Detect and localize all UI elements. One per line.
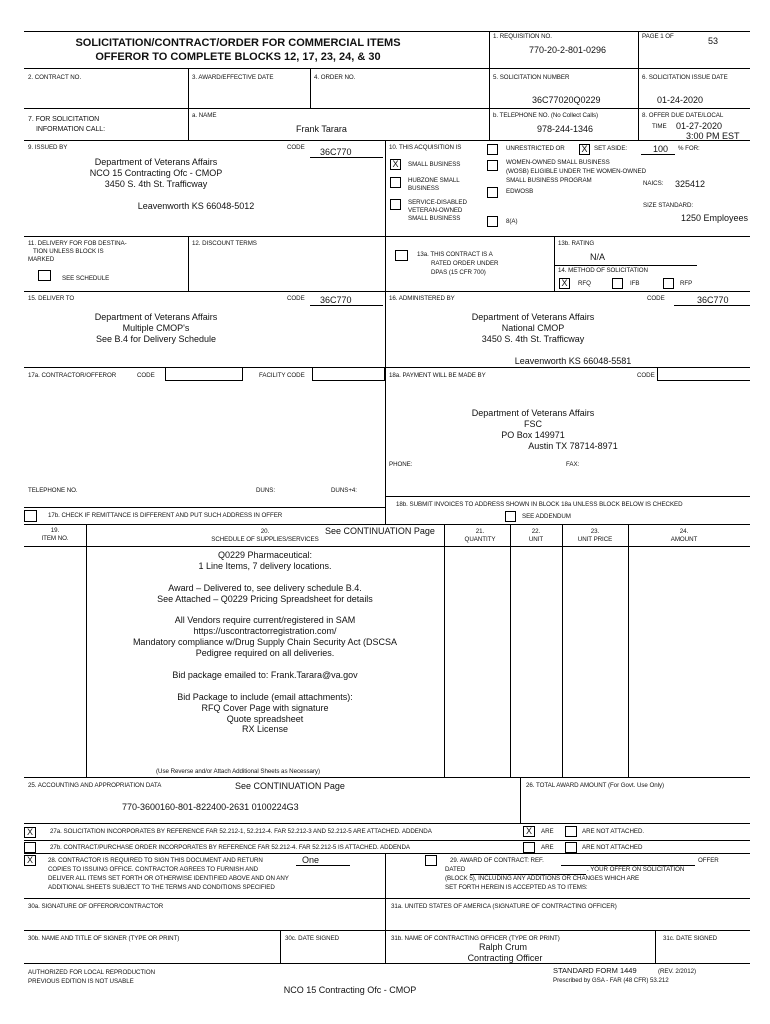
- rated-order-checkbox[interactable]: [395, 250, 408, 261]
- administered-by-line1: Department of Veterans Affairs: [471, 312, 595, 322]
- issued-by-code-label: CODE: [287, 144, 305, 151]
- vrule-row3b: [489, 108, 490, 140]
- vrule-row2a: [188, 68, 189, 108]
- vrule-c21: [510, 524, 511, 777]
- naics-label: NAICS:: [643, 180, 664, 187]
- solicitation-method-label: 14. METHOD OF SOLICITATION: [558, 267, 648, 274]
- total-award-label: 26. TOTAL AWARD AMOUNT (For Govt. Use Only): [526, 782, 665, 789]
- vrule-center: [385, 140, 386, 524]
- accounting-label: 25. ACCOUNTING AND APPROPRIATION DATA: [28, 782, 162, 789]
- 31b-label: 31b. NAME OF CONTRACTING OFFICER (TYPE OR PRINT): [391, 935, 560, 942]
- see-schedule-checkbox[interactable]: [38, 270, 51, 281]
- rule-row4: [24, 236, 750, 237]
- vrule-31c: [655, 930, 656, 963]
- schedule-line: [86, 572, 444, 583]
- edwosb-checkbox[interactable]: [487, 187, 498, 198]
- issue-date: 01-24-2020: [657, 95, 704, 105]
- offer-due-time: 3:00 PM EST: [686, 131, 740, 141]
- form-title: SOLICITATION/CONTRACT/ORDER FOR COMMERCIAL ITEMS: [75, 37, 401, 49]
- payment-line2: FSC: [524, 419, 542, 429]
- issued-by-code-underline: [310, 157, 383, 158]
- schedule-line: [86, 659, 444, 670]
- col-unit-price: UNIT PRICE: [577, 536, 613, 543]
- deliver-to-code-label: CODE: [287, 295, 305, 302]
- deliver-to-label: 15. DELIVER TO: [28, 295, 75, 302]
- vrule-13: [554, 236, 555, 291]
- issued-by-label: 9. ISSUED BY: [28, 144, 68, 151]
- rule-17b: [24, 507, 385, 508]
- 29-line3: (BLOCK 5), INCLUDING ANY ADDITIONS OR CHANGES WHICH ARE: [445, 875, 640, 882]
- sdvosb-label-3: SMALL BUSINESS: [408, 215, 461, 222]
- rfq-label: RFQ: [578, 280, 591, 287]
- administered-by-code-underline: [674, 305, 750, 306]
- page-count: 53: [708, 36, 719, 46]
- rule-sched-head: [24, 546, 750, 547]
- vrule-row3c: [638, 108, 639, 140]
- award-date-label: 3. AWARD/EFFECTIVE DATE: [192, 74, 274, 81]
- discount-terms-label: 12. DISCOUNT TERMS: [192, 240, 257, 247]
- 27a-are-label: ARE: [541, 828, 554, 835]
- 28-copies-underline: [296, 865, 350, 866]
- 8a-label: 8(A): [506, 218, 518, 225]
- contractor-label: 17a. CONTRACTOR/OFFEROR: [28, 372, 117, 379]
- deliver-to-code: 36C770: [320, 295, 352, 305]
- hubzone-checkbox[interactable]: [390, 177, 401, 188]
- vrule-row2b: [310, 68, 311, 108]
- 28-line1: 28. CONTRACTOR IS REQUIRED TO SIGN THIS DOCUMENT AND RETURN: [48, 857, 263, 864]
- 30b-label: 30b. NAME AND TITLE OF SIGNER (TYPE OR PRINT): [28, 935, 180, 942]
- schedule-line: 1 Line Items, 7 delivery locations.: [198, 560, 332, 571]
- 31c-label: 31c. DATE SIGNED: [663, 935, 718, 942]
- see-schedule-label: SEE SCHEDULE: [62, 275, 110, 282]
- rule-27a: [24, 840, 750, 841]
- rfq-checkbox[interactable]: X: [559, 278, 570, 289]
- 27b-label: 27b. CONTRACT/PURCHASE ORDER INCORPORATES BY REFERENCE FAR 52.212-4. FAR 52.212-5 IS ATTACHED. ADDENDA: [50, 844, 410, 851]
- rated-order-label-1: 13a. THIS CONTRACT IS A: [417, 251, 493, 258]
- accounting-continuation: See CONTINUATION Page: [235, 781, 345, 791]
- 30c-label: 30c. DATE SIGNED: [285, 935, 340, 942]
- vrule-page: [638, 31, 639, 108]
- 28-copies: One: [302, 855, 320, 865]
- rule-18b: [385, 496, 750, 497]
- col-quantity-num: 21.: [475, 528, 485, 535]
- small-business-checkbox[interactable]: X: [390, 159, 401, 170]
- small-business-label: SMALL BUSINESS: [408, 161, 461, 168]
- rule-bottom: [24, 963, 750, 964]
- hubzone-label-1: HUBZONE SMALL: [408, 177, 460, 184]
- percent-for-label: % FOR:: [678, 145, 700, 152]
- 27b-checkbox[interactable]: [24, 842, 36, 853]
- administered-by-line4: Leavenworth KS 66048-5581: [514, 356, 632, 366]
- solicitation-info-label-2: INFORMATION CALL:: [36, 126, 106, 133]
- offer-due-label: 8. OFFER DUE DATE/LOCAL: [642, 112, 724, 119]
- delivery-fob-label-1: 11. DELIVERY FOR FOB DESTINA-: [28, 240, 127, 247]
- payment-code-label: CODE: [637, 372, 655, 379]
- see-addendum-label: SEE ADDENDUM: [522, 513, 571, 520]
- 27a-are-not-label: ARE NOT ATTACHED.: [582, 828, 645, 835]
- solicitation-number-label: 5. SOLICITATION NUMBER: [493, 74, 570, 81]
- issued-by-line2: NCO 15 Contracting Ofc - CMOP: [89, 168, 223, 178]
- schedule-line: https://uscontractorregistration.com/: [193, 626, 337, 637]
- rule-row2: [24, 108, 750, 109]
- deliver-to-line3: See B.4 for Delivery Schedule: [95, 334, 217, 344]
- col-amount-num: 24.: [679, 528, 689, 535]
- 27b-are-label: ARE: [541, 844, 554, 851]
- vrule-c20: [444, 524, 445, 777]
- issued-by-line3: 3450 S. 4th St. Trafficway: [104, 179, 208, 189]
- size-standard: 1250 Employees: [681, 213, 749, 223]
- 29-offer: OFFER: [698, 857, 719, 864]
- set-aside-percent-underline: [641, 154, 675, 155]
- remittance-checkbox[interactable]: [24, 510, 37, 522]
- footer-standard-form: STANDARD FORM 1449: [553, 966, 637, 975]
- col-unit-price-num: 23.: [590, 528, 600, 535]
- schedule-line: Bid Package to include (email attachments):: [177, 691, 353, 702]
- order-no-label: 4. ORDER NO.: [314, 74, 356, 81]
- rule-30a-bottom: [24, 930, 750, 931]
- vrule-25: [520, 777, 521, 823]
- see-addendum-checkbox[interactable]: [505, 511, 516, 522]
- deliver-to-line1: Department of Veterans Affairs: [94, 312, 218, 322]
- rated-order-label-3: DPAS (15 CFR 700): [431, 269, 486, 276]
- schedule-description: [86, 550, 444, 735]
- reverse-note: (Use Reverse and/or Attach Additional Sheets as Necessary): [156, 768, 320, 775]
- offer-due-time-label: TIME: [652, 123, 667, 130]
- unrestricted-label: UNRESTRICTED OR: [506, 145, 565, 152]
- contact-name-label: a. NAME: [192, 112, 217, 119]
- set-aside-label: SET ASIDE:: [594, 145, 628, 152]
- schedule-line: [86, 681, 444, 692]
- rating-divider: [554, 265, 697, 266]
- vrule-c23: [628, 524, 629, 777]
- hubzone-label-2: BUSINESS: [408, 185, 439, 192]
- schedule-line: See Attached – Q0229 Pricing Spreadsheet for details: [157, 593, 373, 604]
- footer-prescribed: Prescribed by GSA - FAR (48 CFR) 53.212: [553, 977, 669, 984]
- 27b-are-not-label: ARE NOT ATTACHED: [582, 844, 643, 851]
- 27b-are-checkbox[interactable]: [523, 842, 535, 853]
- accounting-data: 770-3600160-801-822400-2631 0100224G3: [122, 802, 299, 812]
- set-aside-percent: 100: [653, 144, 669, 154]
- ifb-label: IFB: [630, 280, 640, 287]
- 29-line2b: . YOUR OFFER ON SOLICITATION: [587, 866, 685, 873]
- footer-previous-edition: PREVIOUS EDITION IS NOT USABLE: [28, 978, 134, 985]
- schedule-line: Mandatory compliance w/Drug Supply Chain Security Act (DSCSA: [132, 637, 398, 648]
- form-subtitle: OFFEROR TO COMPLETE BLOCKS 12, 17, 23, 24, & 30: [95, 51, 381, 63]
- size-standard-label: SIZE STANDARD:: [643, 202, 694, 209]
- 29-line1: 29. AWARD OF CONTRACT: REF.: [450, 857, 544, 864]
- rule-row6: [24, 367, 750, 368]
- rating-value: N/A: [590, 252, 606, 262]
- col-quantity: QUANTITY: [464, 536, 496, 543]
- delivery-fob-label-2: TION UNLESS BLOCK IS: [33, 248, 104, 255]
- payment-fax-label: FAX:: [566, 461, 580, 468]
- col-schedule-num: 20.: [260, 528, 270, 535]
- solicitation-info-label: 7. FOR SOLICITATION: [28, 116, 100, 123]
- sdvosb-label-1: SERVICE-DISABLED: [408, 199, 467, 206]
- telephone-label: b. TELEPHONE NO. (No Collect Calls): [493, 112, 599, 119]
- requisition-number: 770-20-2-801-0296: [529, 45, 607, 55]
- naics-code: 325412: [675, 179, 706, 189]
- payment-label: 18a. PAYMENT WILL BE MADE BY: [389, 372, 486, 379]
- 27a-are-checkbox[interactable]: X: [523, 826, 535, 837]
- requisition-label: 1. REQUISITION NO.: [493, 33, 552, 40]
- vrule-30c: [280, 930, 281, 963]
- unrestricted-checkbox[interactable]: [487, 144, 498, 155]
- 27a-checkbox[interactable]: X: [24, 827, 36, 838]
- footer-office: NCO 15 Contracting Ofc - CMOP: [283, 985, 417, 995]
- 27a-are-not-checkbox[interactable]: [565, 826, 577, 837]
- page-label: PAGE 1 OF: [642, 33, 674, 40]
- rule-sched-top: [24, 524, 750, 525]
- sdvosb-label-2: VETERAN-OWNED: [408, 207, 463, 214]
- rule-25-bottom: [24, 823, 750, 824]
- facility-code-label: FACILITY CODE: [259, 372, 305, 379]
- schedule-line: RX License: [241, 724, 289, 735]
- acquisition-label: 10. THIS ACQUISITION IS: [389, 144, 462, 151]
- vrule-row3: [188, 108, 189, 140]
- payment-code-field[interactable]: [657, 368, 750, 381]
- set-aside-checkbox[interactable]: X: [579, 144, 590, 155]
- rule-27b: [24, 853, 750, 854]
- vrule-block1: [489, 31, 490, 108]
- schedule-line: RFQ Cover Page with signature: [201, 702, 329, 713]
- col-unit-num: 22.: [531, 528, 541, 535]
- schedule-line: All Vendors require current/registered in SAM: [174, 615, 356, 626]
- col-schedule: SCHEDULE OF SUPPLIES/SERVICES: [211, 536, 319, 543]
- facility-code-field[interactable]: [312, 368, 385, 381]
- deliver-to-line2: Multiple CMOP's: [122, 323, 190, 333]
- payment-phone-label: PHONE:: [389, 461, 413, 468]
- rule-sched-bottom: [24, 777, 750, 778]
- rule-row5: [24, 291, 750, 292]
- issue-date-label: 6. SOLICITATION ISSUE DATE: [642, 74, 728, 81]
- schedule-line: [86, 605, 444, 616]
- administered-by-line2: National CMOP: [501, 323, 565, 333]
- edwosb-label: EDWOSB: [506, 188, 534, 195]
- contact-name: Frank Tarara: [296, 124, 347, 134]
- 8a-checkbox[interactable]: [487, 216, 498, 227]
- col-unit: UNIT: [528, 536, 544, 543]
- 29-line4: SET FORTH HEREIN IS ACCEPTED AS TO ITEMS:: [445, 884, 588, 891]
- col-item-no-num: 19.: [50, 527, 60, 534]
- schedule-line: Quote spreadsheet: [226, 713, 304, 724]
- deliver-to-code-underline: [310, 305, 383, 306]
- payment-line3: PO Box 149971: [501, 430, 565, 440]
- footer-revision: (REV. 2/2012): [658, 968, 696, 975]
- col-amount: AMOUNT: [670, 536, 698, 543]
- 29-checkbox[interactable]: [425, 855, 437, 866]
- rfp-label: RFP: [680, 280, 693, 287]
- solicitation-number: 36C77020Q0229: [532, 95, 601, 105]
- 28-line4: ADDITIONAL SHEETS SUBJECT TO THE TERMS AND CONDITIONS SPECIFIED: [48, 884, 275, 891]
- rfp-checkbox[interactable]: [663, 278, 674, 289]
- delivery-fob-label-3: MARKED: [28, 256, 55, 263]
- wosb-label-3: SMALL BUSINESS PROGRAM: [506, 177, 592, 184]
- schedule-continuation: See CONTINUATION Page: [325, 526, 435, 536]
- ifb-checkbox[interactable]: [612, 278, 623, 289]
- 28-line3: DELIVER ALL ITEMS SET FORTH OR OTHERWISE IDENTIFIED ABOVE AND ON ANY: [48, 875, 289, 882]
- payment-line1: Department of Veterans Affairs: [471, 408, 595, 418]
- col-item-no: ITEM NO.: [41, 535, 69, 542]
- rated-order-label-2: RATED ORDER UNDER: [431, 260, 499, 267]
- contractor-telephone-label: TELEPHONE NO.: [28, 487, 78, 494]
- rating-label: 13b. RATING: [558, 240, 595, 247]
- administered-by-code: 36C770: [697, 295, 729, 305]
- payment-line4: Austin TX 78714-8971: [528, 441, 618, 451]
- rule-top: [24, 31, 750, 32]
- contract-no-label: 2. CONTRACT NO.: [28, 74, 82, 81]
- issued-by-code: 36C770: [320, 147, 352, 157]
- vrule-28: [385, 853, 386, 963]
- 28-line2: COPIES TO ISSUING OFFICE. CONTRACTOR AGREES TO FURNISH AND: [48, 866, 259, 873]
- rule-row1: [24, 68, 750, 69]
- schedule-line: Award – Delivered to, see delivery schedule B.4.: [168, 582, 362, 593]
- contractor-code-field[interactable]: [165, 368, 243, 381]
- vrule-c22: [562, 524, 563, 777]
- schedule-line: Bid package emailed to: Frank.Tarara@va.gov: [172, 669, 358, 680]
- rule-28-bottom: [24, 898, 750, 899]
- duns4-label: DUNS+4:: [331, 487, 357, 494]
- schedule-line: Q0229 Pharmaceutical:: [217, 550, 313, 560]
- 30a-label: 30a. SIGNATURE OF OFFEROR/CONTRACTOR: [28, 903, 164, 910]
- wosb-checkbox[interactable]: [487, 160, 498, 171]
- footer-reproduction: AUTHORIZED FOR LOCAL REPRODUCTION: [28, 969, 156, 976]
- issued-by-line4: Leavenworth KS 66048-5012: [137, 201, 255, 211]
- 31a-label: 31a. UNITED STATES OF AMERICA (SIGNATURE OF CONTRACTING OFFICER): [391, 903, 617, 910]
- administered-by-code-label: CODE: [647, 295, 665, 302]
- contractor-code-label: CODE: [137, 372, 155, 379]
- contracting-officer-title: Contracting Officer: [467, 953, 543, 963]
- 27b-are-not-checkbox[interactable]: [565, 842, 577, 853]
- schedule-line: Pedigree required on all deliveries.: [195, 648, 335, 659]
- contracting-officer-name: Ralph Crum: [478, 942, 528, 952]
- rule-row3: [24, 140, 750, 141]
- telephone-number: 978-244-1346: [537, 124, 594, 134]
- 28-checkbox[interactable]: X: [24, 855, 36, 866]
- wosb-label-1: WOMEN-OWNED SMALL BUSINESS: [506, 159, 610, 166]
- 29-line2: DATED: [445, 866, 466, 873]
- 27a-label: 27a. SOLICITATION INCORPORATES BY REFERENCE FAR 52.212-1, 52.212-4. FAR 52.212-3 AND 52.212-5 ARE ATTACHED. ADDENDA: [50, 828, 432, 835]
- administered-by-label: 16. ADMINISTERED BY: [389, 295, 455, 302]
- administered-by-line3: 3450 S. 4th St. Trafficway: [481, 334, 585, 344]
- submit-invoices-label: 18b. SUBMIT INVOICES TO ADDRESS SHOWN IN BLOCK 18a UNLESS BLOCK BELOW IS CHECKED: [396, 501, 683, 508]
- remittance-label: 17b. CHECK IF REMITTANCE IS DIFFERENT AND PUT SUCH ADDRESS IN OFFER: [48, 512, 283, 519]
- vrule-11: [188, 236, 189, 291]
- duns-label: DUNS:: [256, 487, 276, 494]
- issued-by-line1: Department of Veterans Affairs: [94, 157, 218, 167]
- wosb-label-2: (WOSB) ELIGIBLE UNDER THE WOMEN-OWNED: [506, 168, 647, 175]
- sdvosb-checkbox[interactable]: [390, 199, 401, 210]
- offer-due-date: 01-27-2020: [676, 121, 723, 131]
